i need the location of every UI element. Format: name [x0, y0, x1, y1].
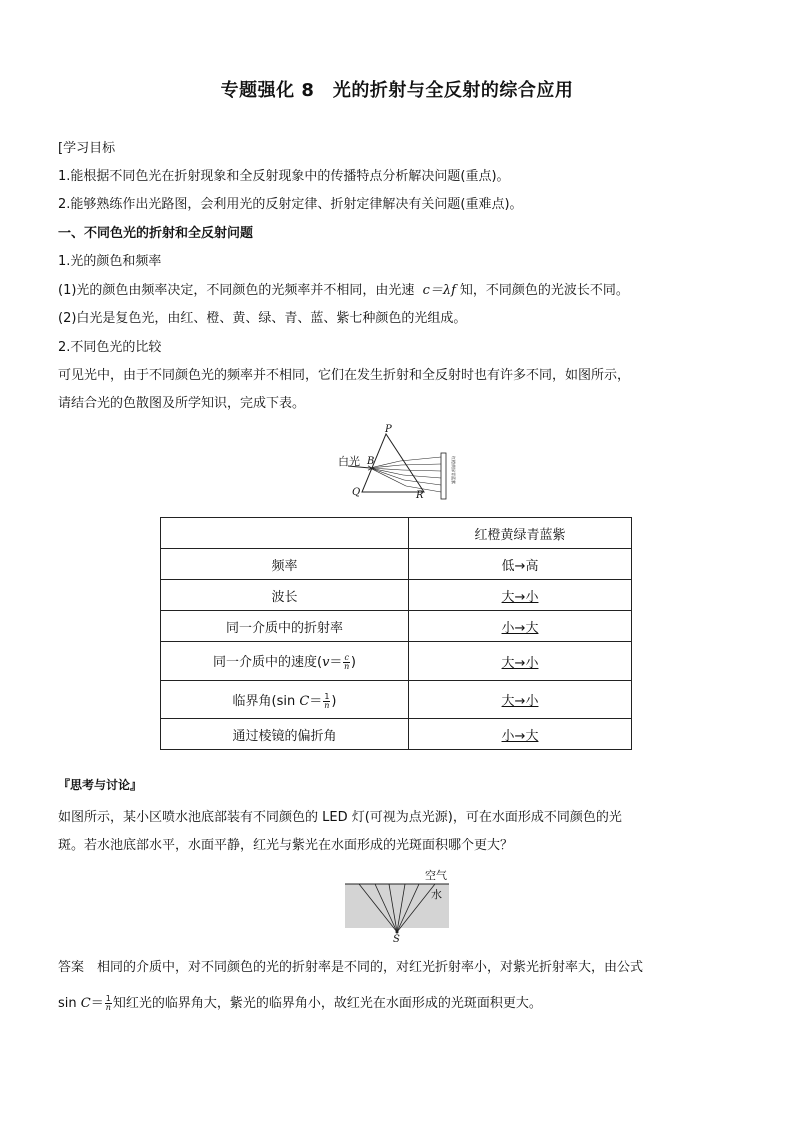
section-heading: 一、不同色光的折射和全反射问题 — [58, 226, 254, 241]
answer-text: 知红光的临界角大，紫光的临界角小，故红光在水面形成的光斑面积更大。 — [112, 996, 542, 1011]
paragraph — [58, 281, 629, 301]
variable-v: v — [322, 655, 330, 670]
table-row — [161, 681, 632, 719]
objective-item: 1.能根据不同色光在折射现象和全反射现象中的传播特点分析解决问题(重点)。 — [58, 169, 510, 184]
table-row — [161, 549, 632, 580]
row-label: 同一介质中的折射率 — [161, 611, 409, 642]
screen-colors-label: 红橙黄绿青蓝紫 — [451, 456, 456, 484]
row-value: 小→大 — [501, 728, 539, 744]
pool-figure — [345, 866, 455, 944]
row-value: 大→小 — [501, 655, 539, 671]
screen — [441, 453, 446, 499]
table-header-empty — [161, 518, 409, 549]
answer-label: 答案 — [58, 960, 85, 975]
equals-sign: ＝ — [309, 693, 323, 709]
row-value: 低→高 — [409, 549, 632, 580]
paragraph-text: 知，不同颜色的光波长不同。 — [459, 283, 629, 298]
paragraph: 斑。若水池底部水平，水面平静，红光与紫光在水面形成的光斑面积哪个更大？ — [58, 838, 514, 853]
fraction: $\frac{1}{n}$ — [105, 994, 111, 1012]
equals-sign: ＝ — [90, 996, 104, 1011]
discussion-heading: 『思考与讨论』 — [58, 778, 143, 792]
answer-text: 相同的介质中，对不同颜色的光的折射率是不同的，对红光折射率小，对紫光折射率大，由公式 — [97, 960, 644, 975]
label-text: 同一介质中的速度( — [212, 655, 323, 670]
row-label: 通过棱镜的偏折角 — [161, 719, 409, 750]
answer-paragraph — [58, 994, 542, 1014]
table-header-colors: 红橙黄绿青蓝紫 — [409, 518, 632, 549]
row-label — [161, 681, 409, 719]
label-p: P — [385, 424, 392, 435]
label-r: R — [416, 490, 424, 501]
objectives-heading: [学习目标 — [58, 141, 116, 156]
color-comparison-table — [160, 517, 632, 750]
row-value: 大→小 — [501, 589, 539, 605]
paragraph: (2)白光是复色光，由红、橙、黄、绿、青、蓝、紫七种颜色的光组成。 — [58, 311, 467, 326]
objective-item: 2.能够熟练作出光路图，会利用光的反射定律、折射定律解决有关问题(重难点)。 — [58, 197, 523, 212]
paragraph: 请结合光的色散图及所学知识，完成下表。 — [58, 396, 306, 411]
label-text: 临界角(sin — [232, 693, 300, 709]
white-light-label: 白光 — [338, 455, 360, 468]
equals-sign: ＝ — [329, 655, 343, 670]
row-label — [161, 642, 409, 681]
page-title: 专题强化 8 光的折射与全反射的综合应用 — [220, 80, 574, 101]
label-text: ) — [350, 655, 356, 670]
subsection-heading: 2.不同色光的比较 — [58, 340, 162, 355]
table-row — [161, 611, 632, 642]
paragraph: 如图所示，某小区喷水池底部装有不同颜色的 LED 灯(可视为点光源)，可在水面形成不同颜色的光 — [58, 810, 622, 825]
paragraph: 可见光中，由于不同颜色光的频率并不相同，它们在发生折射和全反射时也有许多不同，如图所示， — [58, 368, 631, 383]
table-row — [161, 719, 632, 750]
subsection-heading: 1.光的颜色和频率 — [58, 254, 162, 269]
answer-paragraph — [58, 958, 643, 978]
formula-text: sin — [58, 996, 81, 1011]
row-value: 小→大 — [501, 620, 539, 636]
table-row — [161, 580, 632, 611]
air-label: 空气 — [425, 869, 447, 882]
speed-formula: c＝λf — [422, 283, 456, 298]
dispersed-rays — [370, 457, 441, 492]
table-header-row — [161, 518, 632, 549]
prism-dispersion-figure — [330, 420, 470, 510]
paragraph-text: (1)光的颜色由频率决定，不同颜色的光频率并不相同，由光速 — [58, 283, 415, 298]
table-row — [161, 642, 632, 681]
label-b: B — [367, 456, 375, 467]
fraction: $\frac{c}{n}$ — [344, 653, 350, 671]
fraction: $\frac{1}{n}$ — [324, 691, 330, 710]
source-label: S — [393, 934, 400, 944]
variable-c: C — [299, 693, 310, 709]
row-label: 频率 — [161, 549, 409, 580]
variable-c: C — [80, 996, 91, 1011]
label-q: Q — [352, 487, 361, 498]
label-text: ) — [331, 693, 337, 709]
row-label: 波长 — [161, 580, 409, 611]
water-label: 水 — [431, 888, 442, 901]
row-value: 大→小 — [501, 694, 539, 709]
